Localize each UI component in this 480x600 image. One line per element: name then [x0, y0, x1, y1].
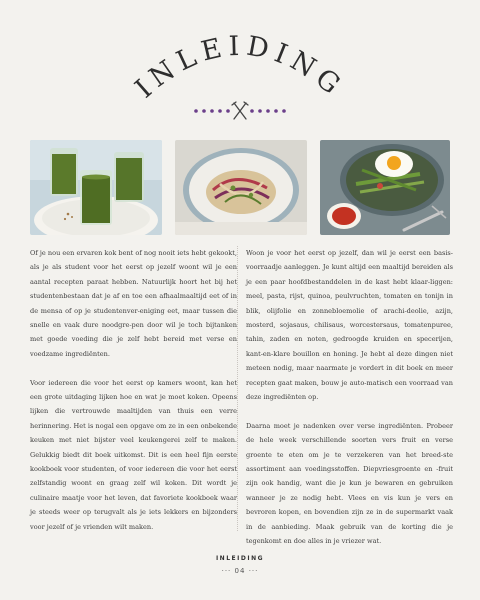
egg-salad-photo: [320, 140, 450, 235]
column-divider: [237, 246, 238, 531]
paragraph: Of je nou een ervaren kok bent of nog nooit iets hebt gekookt, als je als student voor het eerst op jezelf woont wil je een aantal recepten paraat hebben. Natuurlijk hoort het bij het studentenbestaan dat je af en toe een afhaalmaaltijd eet of in de mensa of op je studentenver-eniging eet, maar tussen die snelle en vaak dure noodgre-pen door wil je toch bijtanken met goede voeding die je zelf hebt bereid met verse en voedzame ingrediënten.: [30, 249, 237, 358]
fork-and-knife-icon: [232, 102, 248, 119]
right-text-column: [246, 246, 453, 563]
green-smoothies-photo: [30, 140, 162, 235]
pasta-dish-photo: [175, 140, 307, 235]
footer-section-label: INLEIDING: [215, 555, 265, 562]
page-title-arc: [0, 0, 480, 100]
paragraph: Woon je voor het eerst op jezelf, dan wil je eerst een basis-voorraadje aanleggen. Je kunt altijd een maaltijd bereiden als je een paar hoofdbestanddelen in de kast hebt klaar-liggen: meel, pasta, rijst, quinoa, peulvruchten, tomaten en tonijn in blik, olijfolie en zonnebloemolie of arachi-deolie, azijn, mosterd, sojasaus, chilisaus, worcestersaus, tomatenpuree, tahin, zaden en noten, gedroogde kruiden en specerijen, kant-en-klare bouillon en honing. Je hebt al deze dingen niet meteen nodig, maar naarmate je vordert in dit boek en meer recepten gaat maken, bouw je auto-matisch een voorraad van deze ingrediënten op.: [246, 249, 453, 402]
page-title: INLEIDING: [129, 30, 351, 100]
svg-text:INLEIDING: [129, 31, 350, 100]
divider-dots-left: [194, 109, 230, 113]
title-area: [0, 0, 480, 100]
paragraph: Daarna moet je nadenken over verse ingrediënten. Probeer de hele week verschillende soorten vers fruit en verse groente te eten om je te verzekeren van het breed-ste assortiment aan voedingsstoffen. Diepvriesgroente en -fruit zijn ook handig, want die je kun je bewaren en gebruiken wanneer je ze nodig hebt. Vlees en vis kun je vers en bevroren kopen, en bovendien zijn ze in de supermarkt vaak in de aanbieding. Maak gebruik van de korting die je tegenkomt en doe alles in je vriezer wat.: [246, 421, 453, 546]
footer-dots-right: ···: [248, 567, 259, 575]
left-text-column: [30, 246, 237, 549]
page-number-value: 04: [234, 567, 246, 575]
footer-dots-left: ···: [221, 567, 232, 575]
title-divider: [190, 100, 290, 122]
paragraph: Voor iedereen die voor het eerst op kamers woont, kan het een grote uitdaging lijken hoe en wat je moet koken. Opeens lijken die vertrouwde maaltijden van thuis een verre herinnering. Het is nogal een opgave om ze in een onbekende keuken met niet bijster veel keukengerei zelf te maken. Gelukkig biedt dit boek uitkomst. Dit is een heel fijn eerste kookboek voor studenten, of voor iedereen die voor het eerst zelfstandig woont en graag zelf wil koken. Dit wordt je culinaire maatje voor het leven, dat favoriete kookboek waar je steeds weer op terugvalt als je iets lekkers en bijzonders voor jezelf of je vrienden wilt maken.: [30, 378, 237, 531]
page-number: [0, 567, 480, 575]
divider-dots-right: [250, 109, 286, 113]
